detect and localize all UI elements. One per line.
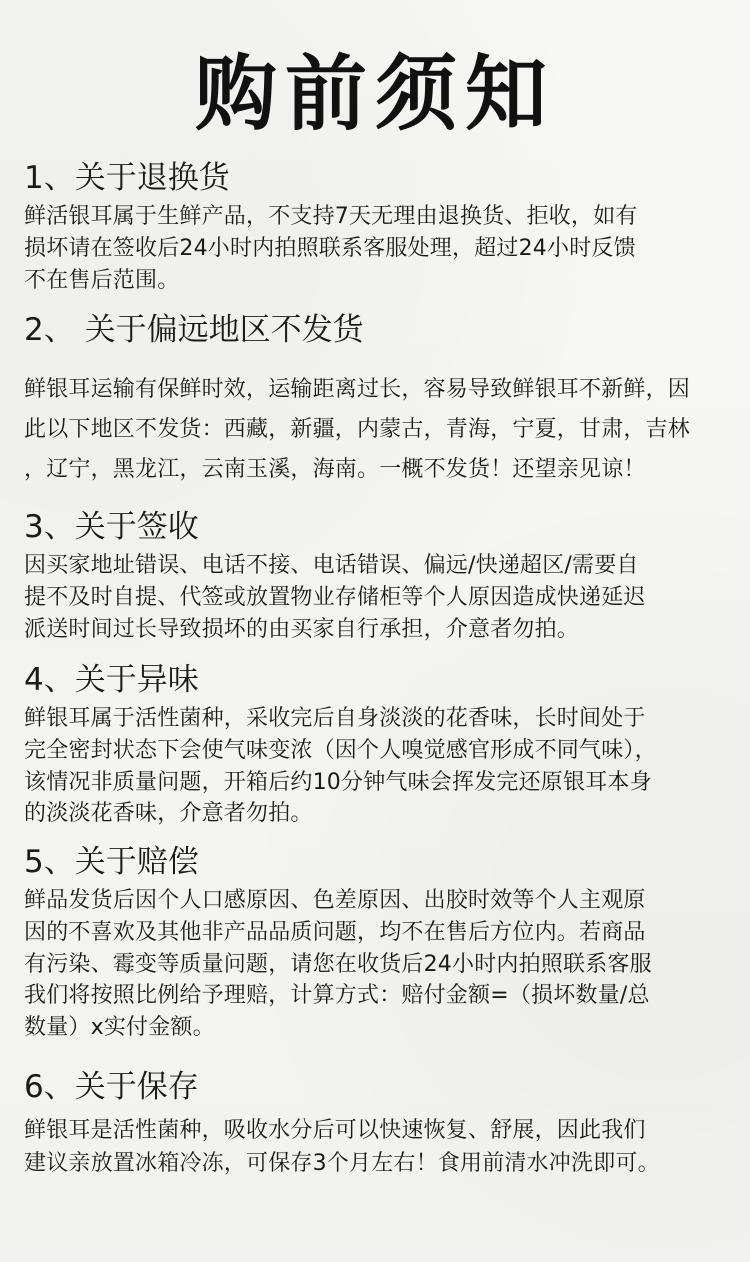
section-body [24, 885, 734, 1044]
section-body [24, 370, 734, 490]
section-storage [24, 1066, 734, 1180]
body-line: 鲜品发货后因个人口感原因、色差原因、出胶时效等个人主观原 [24, 888, 646, 913]
body-line: 数量）x实付金额。 [24, 1015, 215, 1041]
body-line: 有污染、霉变等质量问题，请您在收货后24小时内拍照联系客服 [24, 951, 652, 977]
section-heading: 1、关于退换货 [24, 160, 230, 196]
body-line: 此以下地区不发货：西藏，新疆，内蒙古，青海，宁夏，甘肃，吉林 [24, 417, 691, 442]
page-title: 购前须知 [194, 47, 555, 142]
body-line: 鲜活银耳属于生鲜产品，不支持7天无理由退换货、拒收，如有 [24, 204, 638, 229]
section-signing [24, 506, 734, 645]
body-line: 鲜银耳是活性菌种，吸收水分后可以快速恢复、舒展，因此我们 [24, 1118, 646, 1143]
body-line: 损坏请在签收后24小时内拍照联系客服处理，超过24小时反馈 [24, 235, 636, 261]
section-body [24, 201, 734, 296]
section-heading: 5、关于赔偿 [24, 844, 199, 880]
body-line: 派送时间过长导致损坏的由买家自行承担，介意者勿拍。 [24, 616, 580, 642]
section-body [24, 703, 734, 830]
body-line: 建议亲放置冰箱冷冻，可保存3个月左右！食用前清水冲洗即可。 [24, 1151, 660, 1176]
body-line: 鲜银耳运输有保鲜时效，运输距离过长，容易导致鲜银耳不新鲜，因 [24, 377, 691, 402]
body-line: 的淡淡花香味，介意者勿拍。 [24, 801, 313, 827]
body-line: 我们将按照比例给予理赔，计算方式：赔付金额=（损坏数量/总 [24, 983, 650, 1009]
section-body [24, 1114, 734, 1180]
section-returns [24, 157, 734, 296]
body-line: 不在售后范围。 [24, 267, 180, 293]
body-line: 该情况非质量问题，开箱后约10分钟气味会挥发完还原银耳本身 [24, 769, 652, 795]
body-line: 因的不喜欢及其他非产品品质问题，均不在售后方位内。若商品 [24, 919, 646, 945]
section-heading: 2、 关于偏远地区不发货 [24, 312, 364, 348]
section-odor [24, 659, 734, 830]
body-line: 因买家地址错误、电话不接、电话错误、偏远/快递超区/需要自 [24, 553, 639, 578]
section-body [24, 550, 734, 645]
section-compensation [24, 841, 734, 1044]
section-remote-areas [24, 309, 734, 490]
body-line: 提不及时自提、代签或放置物业存储柜等个人原因造成快递延迟 [24, 584, 646, 610]
body-line: 完全密封状态下会使气味变浓（因个人嗅觉感官形成不同气味）， [24, 737, 657, 763]
body-line: ，辽宁，黑龙江，云南玉溪，海南。一概不发货！还望亲见谅！ [24, 457, 646, 482]
body-line: 鲜银耳属于活性菌种，采收完后自身淡淡的花香味，长时间处于 [24, 706, 646, 731]
section-heading: 3、关于签收 [24, 509, 199, 545]
section-heading: 6、关于保存 [24, 1069, 199, 1105]
section-heading: 4、关于异味 [24, 662, 199, 698]
